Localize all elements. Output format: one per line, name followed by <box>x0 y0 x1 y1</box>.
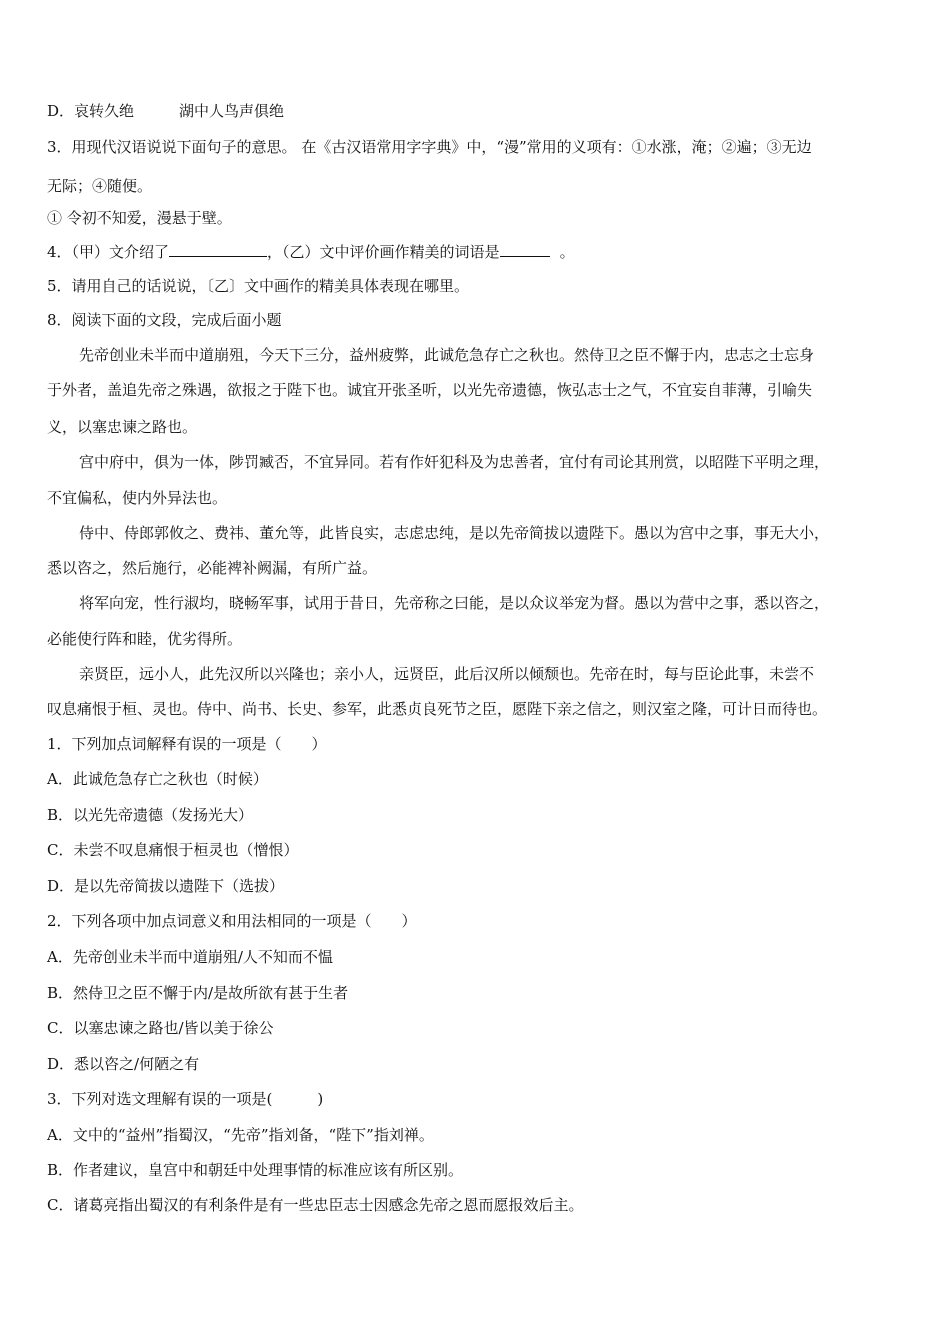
question-1-option-a: A．此诚危急存亡之秋也（时候） <box>47 770 268 788</box>
question-3-text: 3．用现代汉语说说下面句子的意思。 在《古汉语常用字字典》中，“漫”常用的义项有：①水涨，淹；②遍；③无边 <box>47 138 812 156</box>
question-2-option-d: D．悉以咨之/何陋之有 <box>47 1055 200 1073</box>
passage-line: 必能使行阵和睦，优劣得所。 <box>47 630 243 648</box>
question-2-option-b: B．然侍卫之臣不懈于内/是故所欲有甚于生者 <box>47 984 349 1002</box>
question-1-stem: 1．下列加点词解释有误的一项是（ ） <box>47 735 327 753</box>
question-3b-option-a: A．文中的“益州”指蜀汉，“先帝”指刘备，“陛下”指刘禅。 <box>47 1126 434 1144</box>
question-3b-stem: 3．下列对选文理解有误的一项是( ) <box>47 1090 324 1108</box>
passage-line: 悉以咨之，然后施行，必能裨补阙漏，有所广益。 <box>47 559 378 577</box>
question-4-end: 。 <box>559 243 575 261</box>
passage-line: 将军向宠，性行淑均，晓畅军事，试用于昔日，先帝称之曰能，是以众议举宠为督。愚以为营中之事，悉以咨之， <box>79 594 830 612</box>
question-5: 5．请用自己的话说说，〔乙〕文中画作的精美具体表现在哪里。 <box>47 277 470 295</box>
question-1-option-d: D．是以先帝简拔以遗陛下（选拔） <box>47 877 285 895</box>
passage-line: 侍中、侍郎郭攸之、费祎、董允等，此皆良实，志虑忠纯，是以先帝简拔以遗陛下。愚以为宫中之事，事无大小， <box>79 524 830 542</box>
passage-line: 叹息痛恨于桓、灵也。侍中、尚书、长史、参军，此悉贞良死节之臣，愿陛下亲之信之，则汉室之隆，可计日而待也。 <box>47 700 828 718</box>
question-3b-option-c: C．诸葛亮指出蜀汉的有利条件是有一些忠臣志士因感念先帝之恩而愿报效后主。 <box>47 1196 584 1214</box>
answer-blank-1[interactable] <box>169 242 267 257</box>
passage-line: 不宜偏私，使内外异法也。 <box>47 489 228 507</box>
passage-line: 于外者，盖追先帝之殊遇，欲报之于陛下也。诚宜开张圣听，以光先帝遗德，恢弘志士之气，不宜妄自菲薄，引喻失 <box>47 381 813 399</box>
passage-line: 先帝创业未半而中道崩殂，今天下三分，益州疲弊，此诚危急存亡之秋也。然侍卫之臣不懈于内，忠志之士忘身 <box>79 346 815 364</box>
question-3-sentence: ① 令初不知爱，漫悬于壁。 <box>47 209 232 227</box>
question-4-middle: ，（乙）文中评价画作精美的词语是 <box>267 243 500 261</box>
answer-blank-2[interactable] <box>500 242 550 257</box>
question-2-stem: 2．下列各项中加点词意义和用法相同的一项是（ ） <box>47 912 417 930</box>
section-8-title: 8．阅读下面的文段，完成后面小题 <box>47 311 282 329</box>
passage-line: 义，以塞忠谏之路也。 <box>47 418 198 436</box>
passage-line: 宫中府中，俱为一体，陟罚臧否，不宜异同。若有作奸犯科及为忠善者，宜付有司论其刑赏，以昭陛下平明之理， <box>79 453 830 471</box>
question-1-option-b: B．以光先帝遗德（发扬光大） <box>47 806 254 824</box>
passage-line: 亲贤臣，远小人，此先汉所以兴隆也；亲小人，远贤臣，此后汉所以倾颓也。先帝在时，每与臣论此事，未尝不 <box>79 665 815 683</box>
option-d-line: D．哀转久绝 湖中人鸟声俱绝 <box>47 102 285 120</box>
question-1-option-c: C．未尝不叹息痛恨于桓灵也（憎恨） <box>47 841 299 859</box>
question-2-option-a: A．先帝创业未半而中道崩殂/人不知而不愠 <box>47 948 333 966</box>
question-3-text-cont: 无际；④随便。 <box>47 177 153 195</box>
question-2-option-c: C．以塞忠谏之路也/皆以美于徐公 <box>47 1019 274 1037</box>
question-4-prefix: 4．（甲）文介绍了 <box>47 243 170 261</box>
question-4 <box>47 242 909 262</box>
question-3b-option-b: B．作者建议，皇宫中和朝廷中处理事情的标准应该有所区别。 <box>47 1161 464 1179</box>
